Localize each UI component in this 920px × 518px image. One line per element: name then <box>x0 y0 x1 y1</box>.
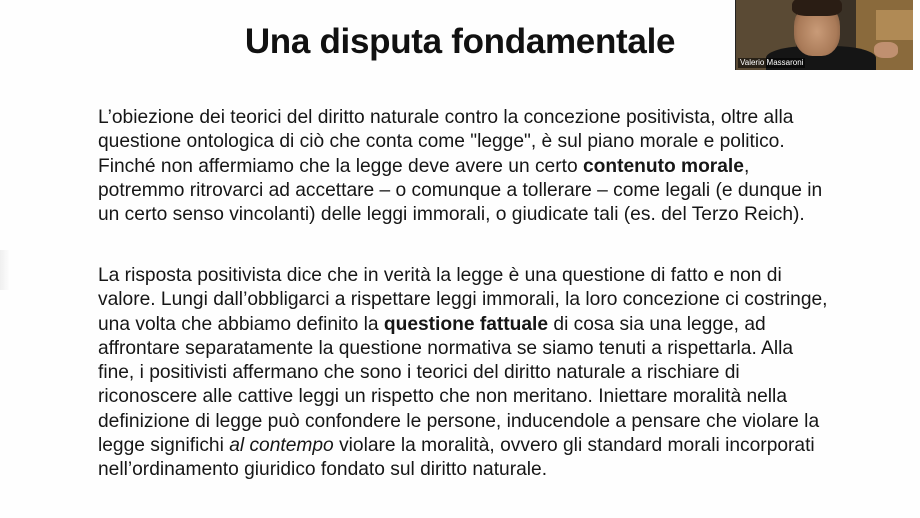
paragraph-2 <box>98 264 833 483</box>
slide-edge-shadow <box>0 250 10 290</box>
paragraph-2-text: di cosa sia una legge, ad affrontare separatamente la questione normativa se siamo tenuti a rispettarla. Alla fine, i positivisti affermano che sono i teorici del diritto naturale a rischiare di riconoscere alle cattive leggi un rispetto che non meritano. Iniettare moralità nella definizione di legge può confondere le persone, inducendole a pensare che violare la legge significhi <box>98 313 820 457</box>
participant-name-label: Valerio Massaroni <box>740 58 804 67</box>
paragraph-2-bold: questione fattuale <box>383 313 549 335</box>
paragraph-1-bold: contenuto morale <box>582 155 744 177</box>
paragraph-2-text: violare la moralità, ovvero gli standard morali incorporati nell’ordinamento giuridico fondato sul diritto naturale. <box>98 435 815 481</box>
participant-hair <box>792 0 842 16</box>
paragraph-1-text: L’obiezione dei teorici del diritto naturale contro la concezione positivista, oltre alla questione ontologica di ciò che conta come "legge", è sul piano morale e politico. Finché non affermiamo che la legge deve avere un certo <box>98 107 794 177</box>
paragraph-2-text: La risposta positivista dice che in verità la legge è una questione di fatto e non di valore. Lungi dall’obbligarci a rispettare leggi immorali, la loro concezione ci costringe, una volta che abbiamo definito la <box>98 265 828 335</box>
paragraph-1 <box>98 106 833 227</box>
slide-title: Una disputa fondamentale <box>244 22 676 61</box>
paragraph-2-italic: al contempo <box>229 435 334 457</box>
participant-video-tile[interactable] <box>735 0 913 70</box>
paragraph-1-text: , potremmo ritrovarci ad accettare – o comunque a tollerare – come legali (e dunque in un certo senso vincolanti) delle leggi immorali, o giudicate tali (es. del Terzo Reich). <box>98 155 823 226</box>
video-background <box>876 10 913 40</box>
participant-hand <box>874 42 898 58</box>
